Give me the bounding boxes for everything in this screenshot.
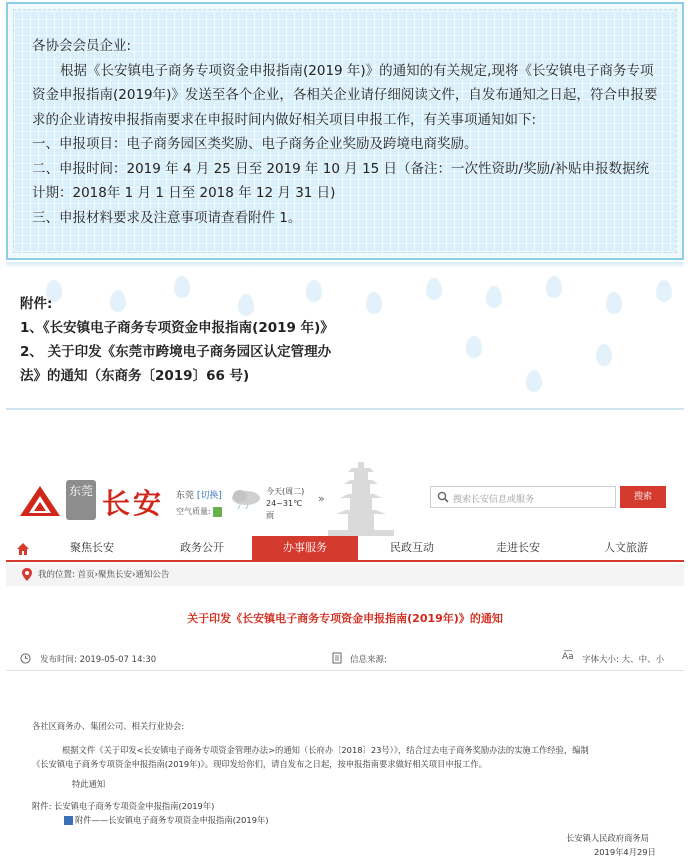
notice-item-materials: 三、申报材料要求及注意事项请查看附件 1。 bbox=[32, 209, 302, 226]
weather-more-arrow[interactable]: » bbox=[318, 492, 325, 505]
article-attachment-link[interactable]: 附件——长安镇电子商务专项资金申报指南(2019年) bbox=[75, 815, 269, 825]
article-attachment bbox=[64, 814, 269, 826]
raindrop-decoration bbox=[596, 344, 612, 366]
article-title: 关于印发《长安镇电子商务专项资金申报指南(2019年)》的通知 bbox=[187, 612, 503, 625]
nav-item-tourism[interactable]: 人文旅游 bbox=[604, 541, 648, 554]
search-input[interactable] bbox=[430, 486, 616, 508]
raindrop-decoration bbox=[526, 370, 542, 392]
font-size-control[interactable]: 字体大小: 大、中、小 bbox=[582, 655, 665, 665]
notice-box bbox=[6, 2, 684, 260]
leaf-icon bbox=[213, 507, 222, 517]
weather-temp: 24~31℃ bbox=[266, 499, 303, 508]
article-addressee: 各社区商务办、集团公司、相关行业协会: bbox=[32, 721, 185, 731]
sign-date: 2019年4月29日 bbox=[594, 847, 656, 857]
notice-item-time: 二、申报时间：2019 年 4 月 25 日至 2019 年 10 月 15 日（备注：一次性资助/奖励/补贴申报数据统计期：2018年 1 月 1 日至 2018 年 12 月 31 日) bbox=[32, 160, 650, 201]
clock-icon bbox=[20, 653, 31, 664]
weather-day: 今天(周二) bbox=[266, 487, 305, 496]
site-logo-text[interactable]: 长安 bbox=[102, 487, 165, 520]
raindrop-decoration bbox=[546, 276, 562, 298]
logo-triangle-icon bbox=[18, 484, 62, 518]
attachments-box bbox=[6, 272, 684, 410]
raindrop-decoration bbox=[426, 278, 442, 300]
nav-item-interaction[interactable]: 民政互动 bbox=[390, 541, 434, 554]
search-icon bbox=[437, 491, 449, 503]
pagoda-icon bbox=[326, 460, 396, 536]
nav-item-about[interactable]: 走进长安 bbox=[496, 541, 540, 554]
nav-item-gov-affairs[interactable]: 政务公开 bbox=[180, 541, 224, 554]
notice-shadow bbox=[6, 262, 684, 268]
city-selector bbox=[176, 488, 222, 501]
home-icon[interactable] bbox=[16, 542, 30, 556]
attachment-link-notice[interactable]: 2、 关于印发《东莞市跨境电子商务园区认定管理办 bbox=[20, 344, 332, 360]
raindrop-decoration bbox=[466, 336, 482, 358]
search-button[interactable]: 搜索 bbox=[620, 486, 666, 508]
main-nav bbox=[6, 536, 684, 562]
document-icon bbox=[332, 652, 342, 664]
city-name: 东莞 bbox=[176, 491, 195, 501]
info-source: 信息来源: bbox=[350, 655, 387, 665]
divider bbox=[6, 670, 684, 671]
sign-org: 长安镇人民政府商务局 bbox=[566, 833, 649, 843]
cloud-rain-icon bbox=[228, 488, 264, 510]
raindrop-decoration bbox=[606, 292, 622, 314]
notice-content bbox=[13, 9, 677, 253]
attachment-link-guide[interactable]: 1、《长安镇电子商务专项资金申报指南(2019 年)》 bbox=[20, 320, 334, 336]
breadcrumb bbox=[6, 564, 684, 586]
notice-paragraph: 根据《长安镇电子商务专项资金申报指南(2019 年)》的通知的有关规定,现将《长安镇电子商务专项资金申报指南(2019年)》发送至各个企业，各相关企业请仔细阅读文件，自发布通知之日起，符合申报要求的企业请按申报指南要求在申报时间内做好相关项目申报工作，有关事项通知如下: bbox=[32, 62, 658, 128]
article-body-2: 《长安镇电子商务专项资金申报指南(2019年)》。现印发给你们，请自发布之日起，按申报指南要求做好相关项目申报工作。 bbox=[32, 759, 487, 769]
file-icon bbox=[64, 816, 73, 825]
weather-info bbox=[266, 486, 304, 522]
raindrop-decoration bbox=[486, 286, 502, 308]
air-quality bbox=[176, 506, 222, 517]
breadcrumb-text[interactable]: 我的位置: 首页›聚焦长安›通知公告 bbox=[38, 570, 170, 580]
attachments-list bbox=[20, 292, 400, 388]
search-placeholder: 搜索长安信息或服务 bbox=[453, 495, 535, 505]
website-screenshot bbox=[6, 458, 684, 868]
publish-time: 发布时间: 2019-05-07 14:30 bbox=[40, 655, 157, 665]
article-closing: 特此通知 bbox=[72, 779, 106, 789]
logo-seal: 东莞 bbox=[66, 480, 96, 520]
attachments-heading: 附件: bbox=[20, 296, 53, 312]
notice-greeting: 各协会会员企业: bbox=[32, 38, 132, 54]
nav-item-focus[interactable]: 聚焦长安 bbox=[70, 541, 114, 554]
attachment-link-notice-cont[interactable]: 法》的通知（东商务〔2019〕66 号) bbox=[20, 368, 250, 384]
article-attachment-label: 附件: 长安镇电子商务专项资金申报指南(2019年) bbox=[32, 801, 215, 811]
font-size-icon: A͞a bbox=[562, 652, 574, 662]
air-quality-label: 空气质量: bbox=[176, 507, 211, 516]
weather-desc: 雨 bbox=[266, 511, 274, 520]
location-pin-icon bbox=[22, 568, 32, 581]
city-switch-link[interactable]: [切换] bbox=[196, 491, 222, 501]
notice-item-project: 一、申报项目：电子商务园区类奖励、电子商务企业奖励及跨境电商奖励。 bbox=[32, 136, 478, 152]
article-meta bbox=[6, 652, 684, 668]
raindrop-decoration bbox=[656, 280, 672, 302]
site-header bbox=[6, 458, 684, 536]
nav-item-services[interactable]: 办事服务 bbox=[252, 536, 358, 562]
article-body-1: 根据文件《关于印发<长安镇电子商务专项资金管理办法>的通知（长府办〔2018〕23号）》，结合过去电子商务奖励办法的实施工作经验，编制 bbox=[62, 745, 589, 755]
